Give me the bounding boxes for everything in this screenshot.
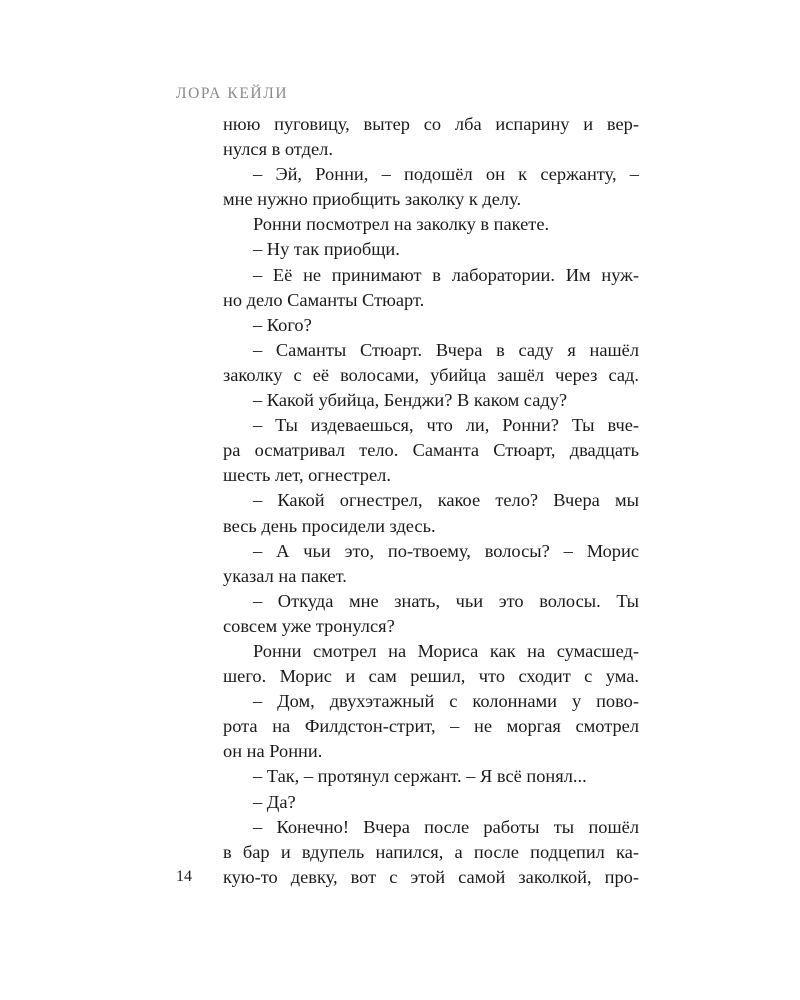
text-line: он на Ронни. [223,741,323,762]
text-line: – Конечно! Вчера после работы ты пошёл [253,816,639,837]
text-line: – Кого? [253,314,312,335]
text-line: Ронни посмотрел на заколку в пакете. [253,214,550,235]
body-text [223,112,639,890]
text-line: указал на пакет. [223,565,347,586]
text-line: – Ну так приобщи. [253,239,400,260]
text-line: – Саманты Стюарт. Вчера в саду я нашёл [253,339,639,360]
text-line: но дело Саманты Стюарт. [223,289,425,310]
text-line: шесть лет, огнестрел. [223,465,391,486]
text-line: нулся в отдел. [223,139,333,160]
text-line: нюю пуговицу, вытер со лба испарину и вер- [223,114,639,134]
text-line: заколку с её волосами, убийца зашёл через сад. [223,364,639,385]
text-line: – Какой огнестрел, какое тело? Вчера мы [253,490,639,511]
text-line: мне нужно приобщить заколку к делу. [223,189,522,210]
page-number: 14 [176,868,192,885]
text-line: – Да? [253,791,296,812]
text-line: – Так, – протянул сержант. – Я всё понял... [253,766,587,787]
text-line: весь день просидели здесь. [223,515,436,536]
text-line: – Её не принимают в лаборатории. Им нуж- [253,264,639,285]
text-line: – Дом, двухэтажный с колоннами у пово- [253,691,639,712]
text-line: шего. Морис и сам решил, что сходит с ума. [223,666,639,687]
text-line: кую-то девку, вот с этой самой заколкой, про- [223,866,639,887]
text-line: – Какой убийца, Бенджи? В каком саду? [253,390,568,411]
text-line: в бар и вдупель напился, а после подцепил ка- [223,841,639,862]
running-head: ЛОРА КЕЙЛИ [176,85,289,102]
text-line: рота на Филдстон-стрит, – не моргая смотрел [223,716,639,737]
text-line: – Откуда мне знать, чьи это волосы. Ты [253,590,639,611]
text-line: – Эй, Ронни, – подошёл он к сержанту, – [253,164,639,185]
text-line: – Ты издеваешься, что ли, Ронни? Ты вче- [253,415,639,436]
text-line: ра осматривал тело. Саманта Стюарт, двадцать [223,440,639,461]
text-line: – А чьи это, по-твоему, волосы? – Морис [253,540,639,561]
text-line: совсем уже тронулся? [223,615,395,636]
text-line: Ронни смотрел на Мориса как на сумасшед- [253,640,639,661]
